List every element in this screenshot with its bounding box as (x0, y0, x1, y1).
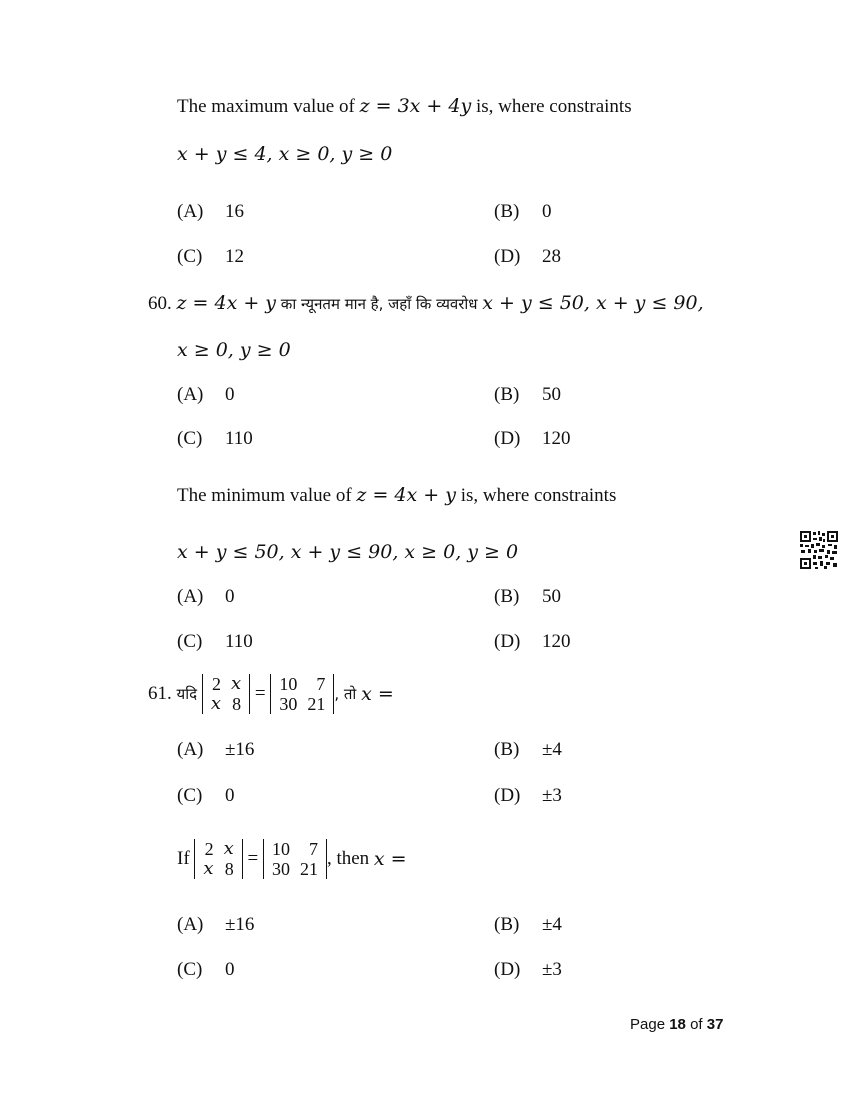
stem-text: The maximum value of (177, 96, 360, 117)
option-label: (C) (177, 428, 203, 449)
stem-math-tail: x = (361, 683, 394, 705)
stem-math-tail: x = (373, 848, 407, 870)
question-number: 60. (148, 293, 172, 314)
det-cell: 2 (204, 839, 214, 859)
q61-en-option-b (494, 914, 562, 936)
det-cell: x (223, 838, 234, 859)
option-label: (B) (494, 384, 520, 405)
determinant-left (194, 839, 242, 879)
option-label: (B) (494, 739, 520, 760)
option-value: 0 (225, 785, 235, 806)
option-value: ±4 (542, 914, 562, 935)
stem-suffix: , then (326, 848, 370, 869)
option-value: 0 (542, 201, 552, 222)
stem-text: The minimum value of (177, 485, 357, 506)
det-cell: x (210, 693, 221, 714)
equals-sign: = (247, 848, 259, 869)
option-label: (A) (177, 201, 204, 222)
option-label: (C) (177, 246, 203, 267)
page-word: Page (630, 1016, 666, 1033)
page-footer (630, 1016, 723, 1033)
option-label: (A) (177, 914, 204, 935)
q60-en-option-a (177, 586, 235, 608)
option-label: (B) (494, 201, 520, 222)
q60-en-constraints: x + y ≤ 50, x + y ≤ 90, x ≥ 0, y ≥ 0 (177, 541, 519, 563)
det-cell: 10 (279, 674, 298, 694)
option-value: 0 (225, 959, 235, 980)
option-value: 16 (225, 201, 244, 222)
q59-en-stem (177, 95, 632, 118)
page-current: 18 (669, 1016, 686, 1033)
det-cell: 8 (224, 859, 234, 879)
q61-hi-option-b (494, 739, 562, 761)
option-label: (C) (177, 959, 203, 980)
q59-en-constraints: x + y ≤ 4, x ≥ 0, y ≥ 0 (177, 143, 393, 165)
option-value: 110 (225, 631, 253, 652)
stem-hindi-suffix: , तो (334, 685, 357, 703)
determinant-right (263, 839, 327, 879)
stem-math-constraints: x + y ≤ 50, x + y ≤ 90, (482, 292, 704, 314)
question-number: 61. (148, 683, 172, 704)
stem-math: z = 4x + y (356, 484, 456, 506)
option-value: 50 (542, 586, 561, 607)
q59-en-option-b (494, 201, 552, 223)
q61-en-option-a (177, 914, 254, 936)
option-label: (A) (177, 586, 204, 607)
option-label: (B) (494, 586, 520, 607)
of-word: of (690, 1016, 703, 1033)
option-label: (D) (494, 785, 521, 806)
det-cell: 7 (308, 839, 318, 859)
option-value: 120 (542, 428, 571, 449)
stem-hindi-text: का न्यूनतम मान है, जहाँ कि व्यवरोध (280, 295, 478, 313)
option-label: (D) (494, 246, 521, 267)
q60-hi-option-a (177, 384, 235, 406)
option-label: (B) (494, 914, 520, 935)
option-value: ±3 (542, 959, 562, 980)
det-cell: 10 (271, 839, 290, 859)
page-total: 37 (706, 1016, 724, 1033)
det-cell: 21 (299, 859, 318, 879)
option-value: ±16 (225, 739, 255, 760)
option-label: (D) (494, 631, 521, 652)
option-label: (D) (494, 959, 521, 980)
determinant-right (270, 674, 334, 714)
q61-hi-option-a (177, 739, 254, 761)
det-cell: x (203, 858, 214, 879)
stem-math: z = 4x + y (176, 292, 277, 314)
q60-hi-constraints: x ≥ 0, y ≥ 0 (177, 339, 291, 361)
option-value: ±16 (225, 914, 255, 935)
q60-en-option-c (177, 631, 253, 653)
stem-suffix: is, where constraints (455, 485, 617, 506)
q60-en-stem (177, 484, 616, 507)
qr-code-icon (799, 530, 839, 570)
det-cell: 30 (271, 859, 290, 879)
stem-hindi-prefix: यदि (176, 685, 198, 703)
q59-en-option-c (177, 246, 244, 268)
stem-math: z = 3x + 4y (359, 95, 472, 117)
q60-en-option-d (494, 631, 571, 653)
q60-hi-option-b (494, 384, 561, 406)
det-cell: 7 (316, 674, 326, 694)
option-label: (A) (177, 384, 204, 405)
option-label: (D) (494, 428, 521, 449)
q60-hi-option-c (177, 428, 253, 450)
option-value: 12 (225, 246, 244, 267)
option-value: 0 (225, 384, 235, 405)
q61-en-option-d (494, 959, 562, 981)
stem-suffix: is, where constraints (471, 96, 632, 117)
q60-hi-stem (148, 292, 704, 315)
option-label: (C) (177, 785, 203, 806)
determinant-left (202, 674, 250, 714)
q61-hi-stem (148, 674, 394, 714)
option-value: ±4 (542, 739, 562, 760)
q61-hi-option-c (177, 785, 235, 807)
q59-en-option-d (494, 246, 561, 268)
det-cell: 21 (307, 694, 326, 714)
det-cell: 8 (232, 694, 242, 714)
q60-en-option-b (494, 586, 561, 608)
option-value: 120 (542, 631, 571, 652)
det-cell: 30 (279, 694, 298, 714)
det-cell: 2 (211, 674, 221, 694)
q61-hi-option-d (494, 785, 562, 807)
det-cell: x (230, 673, 242, 694)
option-label: (C) (177, 631, 203, 652)
q61-en-option-c (177, 959, 235, 981)
stem-prefix: If (177, 848, 190, 869)
option-value: 110 (225, 428, 253, 449)
option-label: (A) (177, 739, 204, 760)
option-value: 50 (542, 384, 561, 405)
q60-hi-option-d (494, 428, 571, 450)
option-value: ±3 (542, 785, 562, 806)
q59-en-option-a (177, 201, 244, 223)
option-value: 28 (542, 246, 561, 267)
q61-en-stem (177, 839, 407, 879)
option-value: 0 (225, 586, 235, 607)
equals-sign: = (254, 683, 266, 704)
